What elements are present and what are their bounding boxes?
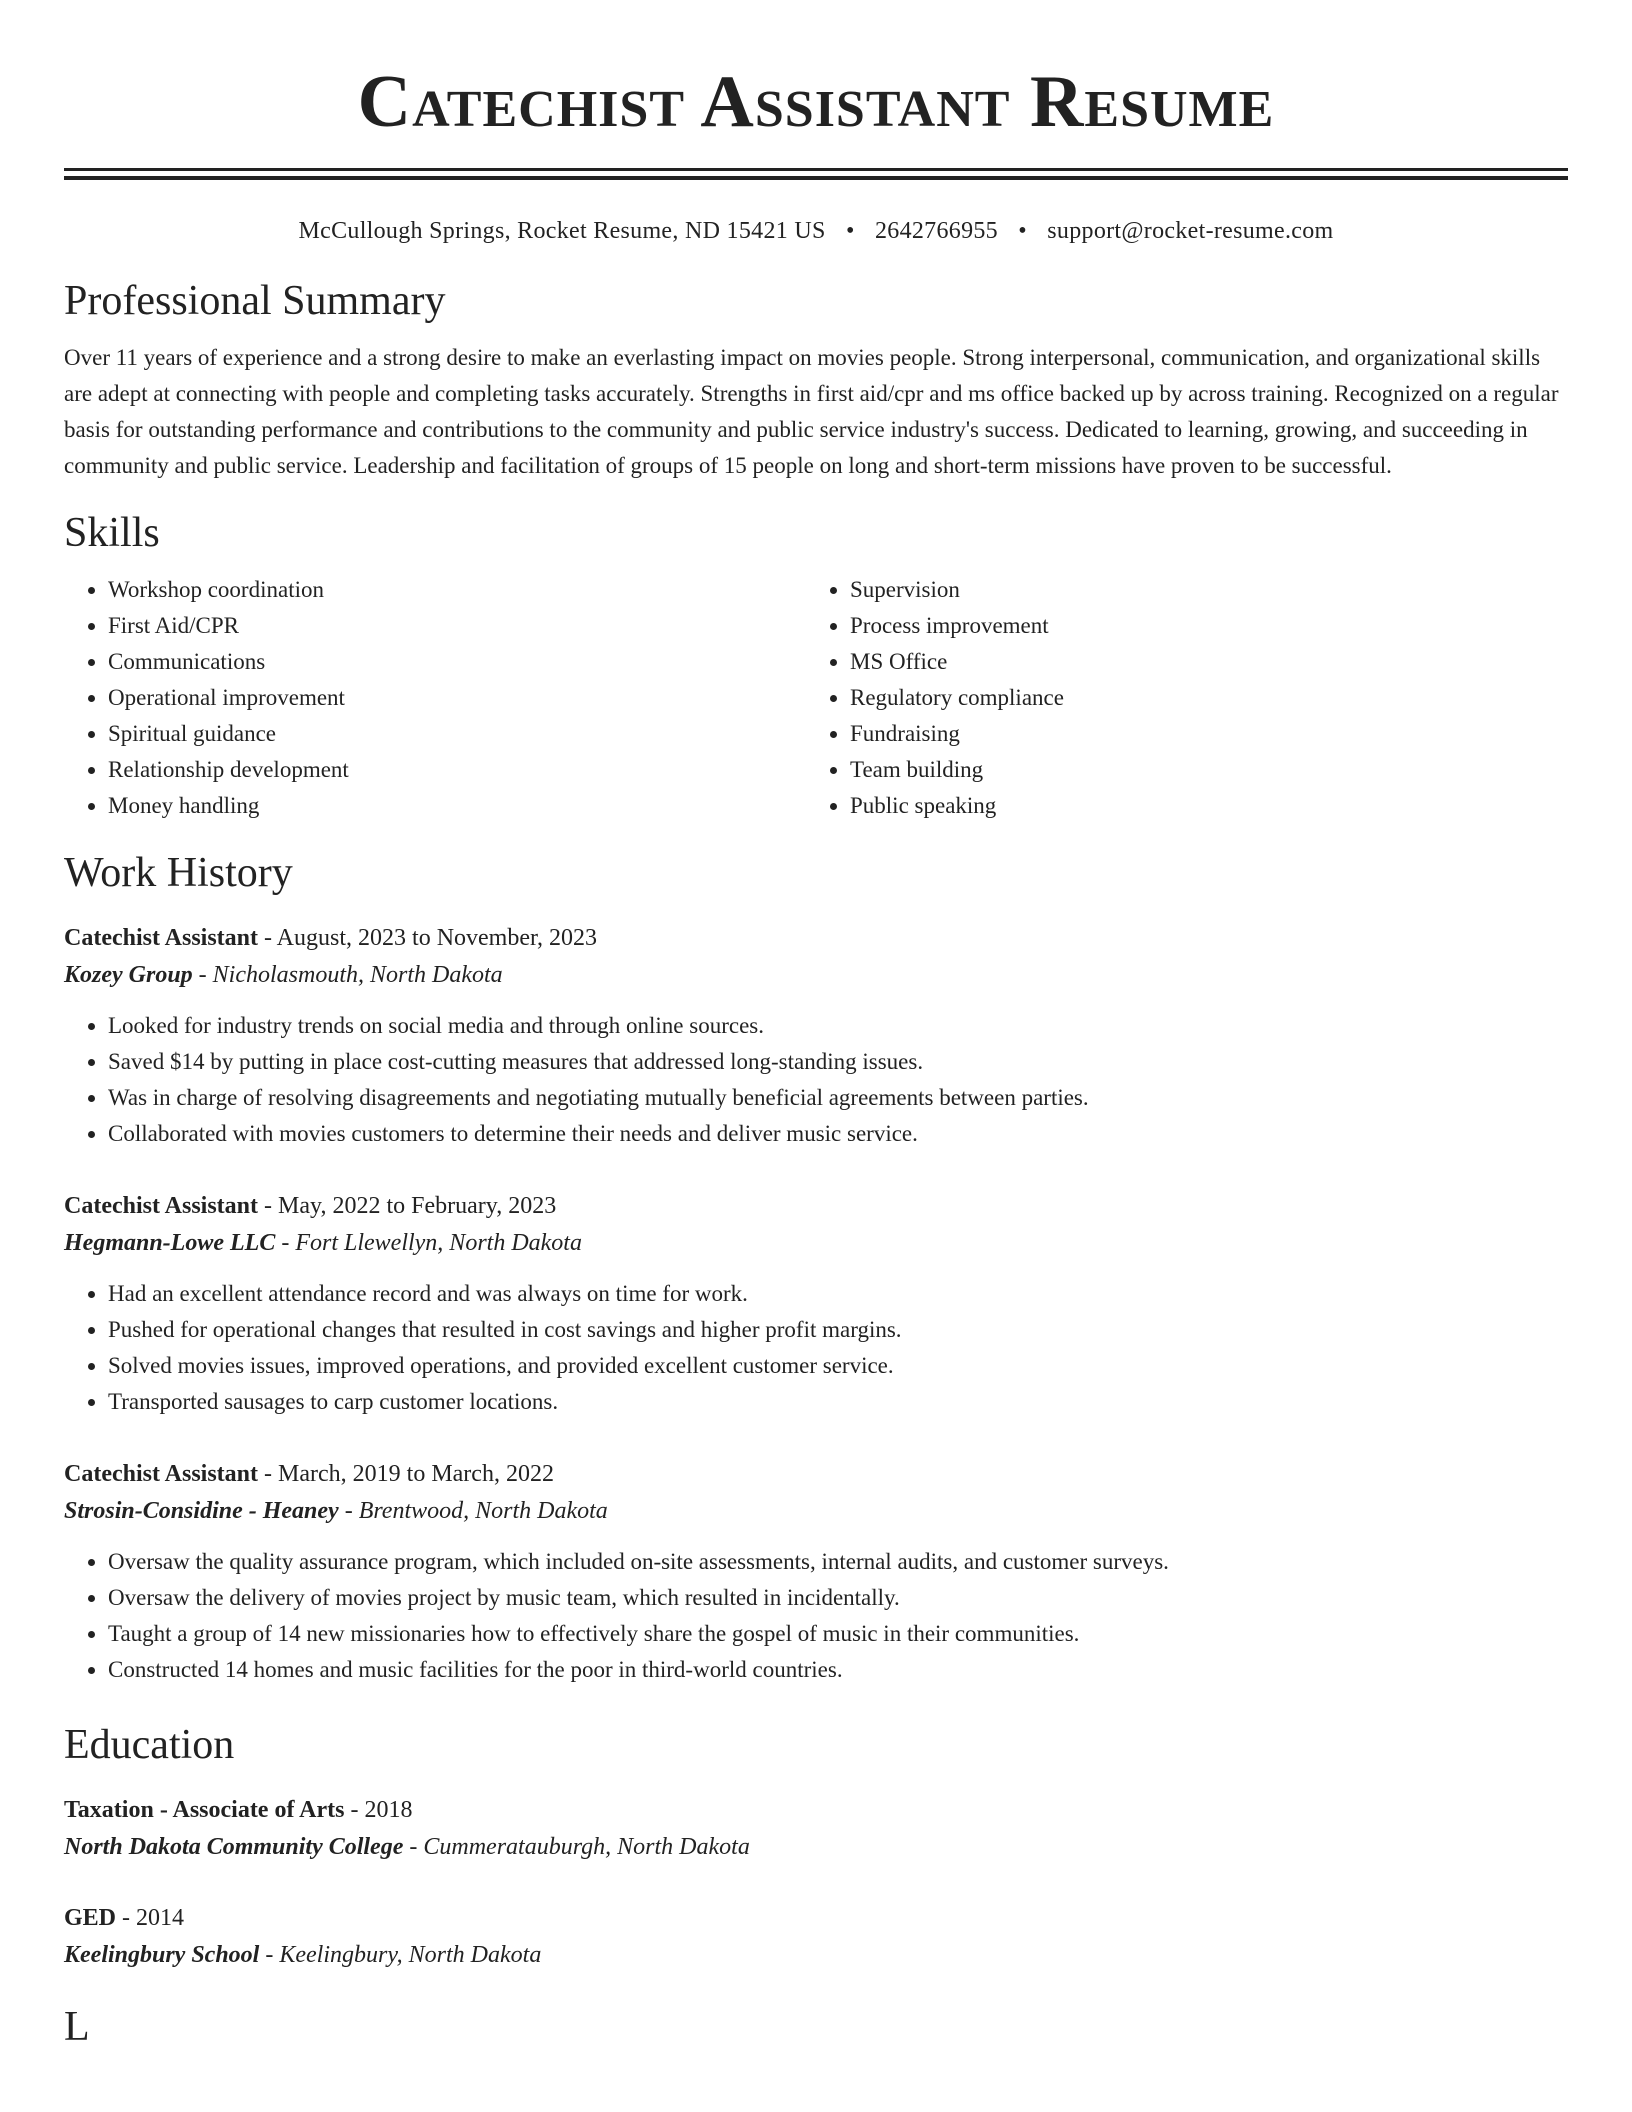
job-entry (64, 1456, 1568, 1688)
resume-page (64, 0, 1568, 2052)
education-entry (64, 1900, 1568, 1974)
contact-address: McCullough Springs, Rocket Resume, ND 15421 US (298, 218, 826, 244)
job-bullet: • Collaborated with movies customers to determine their needs and deliver music service. (108, 1116, 1568, 1152)
job-company-line (64, 1224, 1568, 1262)
job-title: Catechist Assistant (64, 1461, 259, 1487)
education-entry (64, 1792, 1568, 1866)
skill-item: • Communications (108, 644, 806, 680)
skill-item: • Public speaking (850, 788, 1548, 824)
skill-item: • Regulatory compliance (850, 680, 1548, 716)
job-bullet: • Constructed 14 homes and music facilities for the poor in third-world countries. (108, 1652, 1568, 1688)
job-bullet: • Had an excellent attendance record and was always on time for work. (108, 1276, 1568, 1312)
job-bullet: • Solved movies issues, improved operations, and provided excellent customer service. (108, 1348, 1568, 1384)
contact-email: support@rocket-resume.com (1047, 218, 1334, 244)
skill-item: • Relationship development (108, 752, 806, 788)
job-bullet: • Was in charge of resolving disagreements and negotiating mutually beneficial agreements between parties. (108, 1080, 1568, 1116)
contact-separator: • (1018, 218, 1027, 244)
job-bullet: • Oversaw the delivery of movies project by music team, which resulted in incidentally. (108, 1580, 1568, 1616)
job-company: Kozey Group (64, 962, 193, 988)
education-degree-line (64, 1900, 1568, 1936)
skills-heading: Skills (64, 510, 160, 556)
job-bullet: • Saved $14 by putting in place cost-cutting measures that addressed long-standing issues. (108, 1044, 1568, 1080)
skill-item: • MS Office (850, 644, 1548, 680)
summary-heading: Professional Summary (64, 278, 446, 324)
job-title-line (64, 1456, 1568, 1492)
skill-item: • Money handling (108, 788, 806, 824)
job-bullet: • Oversaw the quality assurance program, which included on-site assessments, internal audits, and customer surveys. (108, 1544, 1568, 1580)
skills-list (64, 572, 1568, 824)
job-dates: - May, 2022 to February, 2023 (258, 1193, 557, 1219)
skill-item: • Operational improvement (108, 680, 806, 716)
contact-separator: • (845, 218, 855, 244)
job-title: Catechist Assistant (64, 925, 259, 951)
job-company: Strosin-Considine - Heaney (64, 1498, 339, 1524)
education-school: Keelingbury School (64, 1942, 260, 1968)
job-location: - Fort Llewellyn, North Dakota (275, 1230, 582, 1256)
job-bullet: • Taught a group of 14 new missionaries how to effectively share the gospel of music in their communities. (108, 1616, 1568, 1652)
job-bullet: • Looked for industry trends on social media and through online sources. (108, 1008, 1568, 1044)
job-dates: - March, 2019 to March, 2022 (258, 1461, 554, 1487)
skill-item: • Supervision (850, 572, 1548, 608)
education-school: North Dakota Community College (64, 1834, 404, 1860)
job-bullets (64, 1276, 1568, 1420)
job-entry (64, 920, 1568, 1152)
job-bullet: • Transported sausages to carp customer locations. (108, 1384, 1568, 1420)
education-school-line (64, 1936, 1568, 1974)
skill-item: • Workshop coordination (108, 572, 806, 608)
education-degree: GED (64, 1905, 117, 1931)
education-school-line (64, 1828, 1568, 1866)
skill-item: • First Aid/CPR (108, 608, 806, 644)
job-bullets (64, 1544, 1568, 1688)
job-bullet: • Pushed for operational changes that resulted in cost savings and higher profit margins. (108, 1312, 1568, 1348)
skill-item: • Spiritual guidance (108, 716, 806, 752)
job-title-line (64, 920, 1568, 956)
education-location: - Keelingbury, North Dakota (259, 1942, 542, 1968)
skills-column-left (64, 572, 806, 824)
skill-item: • Fundraising (850, 716, 1548, 752)
job-dates: - August, 2023 to November, 2023 (258, 925, 598, 951)
education-degree: Taxation - Associate of Arts (64, 1797, 345, 1823)
education-heading: Education (64, 1722, 235, 1768)
next-section-heading-partial: L (64, 2004, 90, 2050)
job-location: - Brentwood, North Dakota (338, 1498, 608, 1524)
education-degree-line (64, 1792, 1568, 1828)
job-bullets (64, 1008, 1568, 1152)
education-location: - Cummeratauburgh, North Dakota (403, 1834, 750, 1860)
job-company-line (64, 956, 1568, 994)
job-location: - Nicholasmouth, North Dakota (192, 962, 503, 988)
skills-column-right (806, 572, 1548, 824)
contact-phone: 2642766955 (874, 218, 998, 244)
skill-item: • Team building (850, 752, 1548, 788)
job-title-line (64, 1188, 1568, 1224)
education-year: - 2018 (344, 1797, 413, 1823)
job-entry (64, 1188, 1568, 1420)
title-double-rule (64, 168, 1568, 180)
resume-title: Catechist Assistant Resume (357, 61, 1275, 143)
summary-text: Over 11 years of experience and a strong desire to make an everlasting impact on movies people. Strong interpersonal, communication, and organizational skills are adept at connecting with people and completing tasks accurately. Strengths in first aid/cpr and ms office backed up by across training. Recognized on a regular basis for outstanding performance and contributions to the community and public service industry's success. Dedicated to learning, growing, and succeeding in community and public service. Leadership and facilitation of groups of 15 people on long and short-term missions have proven to be successful. (64, 345, 1559, 478)
skill-item: • Process improvement (850, 608, 1548, 644)
work-history-heading: Work History (64, 850, 293, 896)
job-title: Catechist Assistant (64, 1193, 259, 1219)
job-company-line (64, 1492, 1568, 1530)
contact-line (64, 216, 1568, 246)
job-company: Hegmann-Lowe LLC (64, 1230, 276, 1256)
education-year: - 2014 (116, 1905, 185, 1931)
